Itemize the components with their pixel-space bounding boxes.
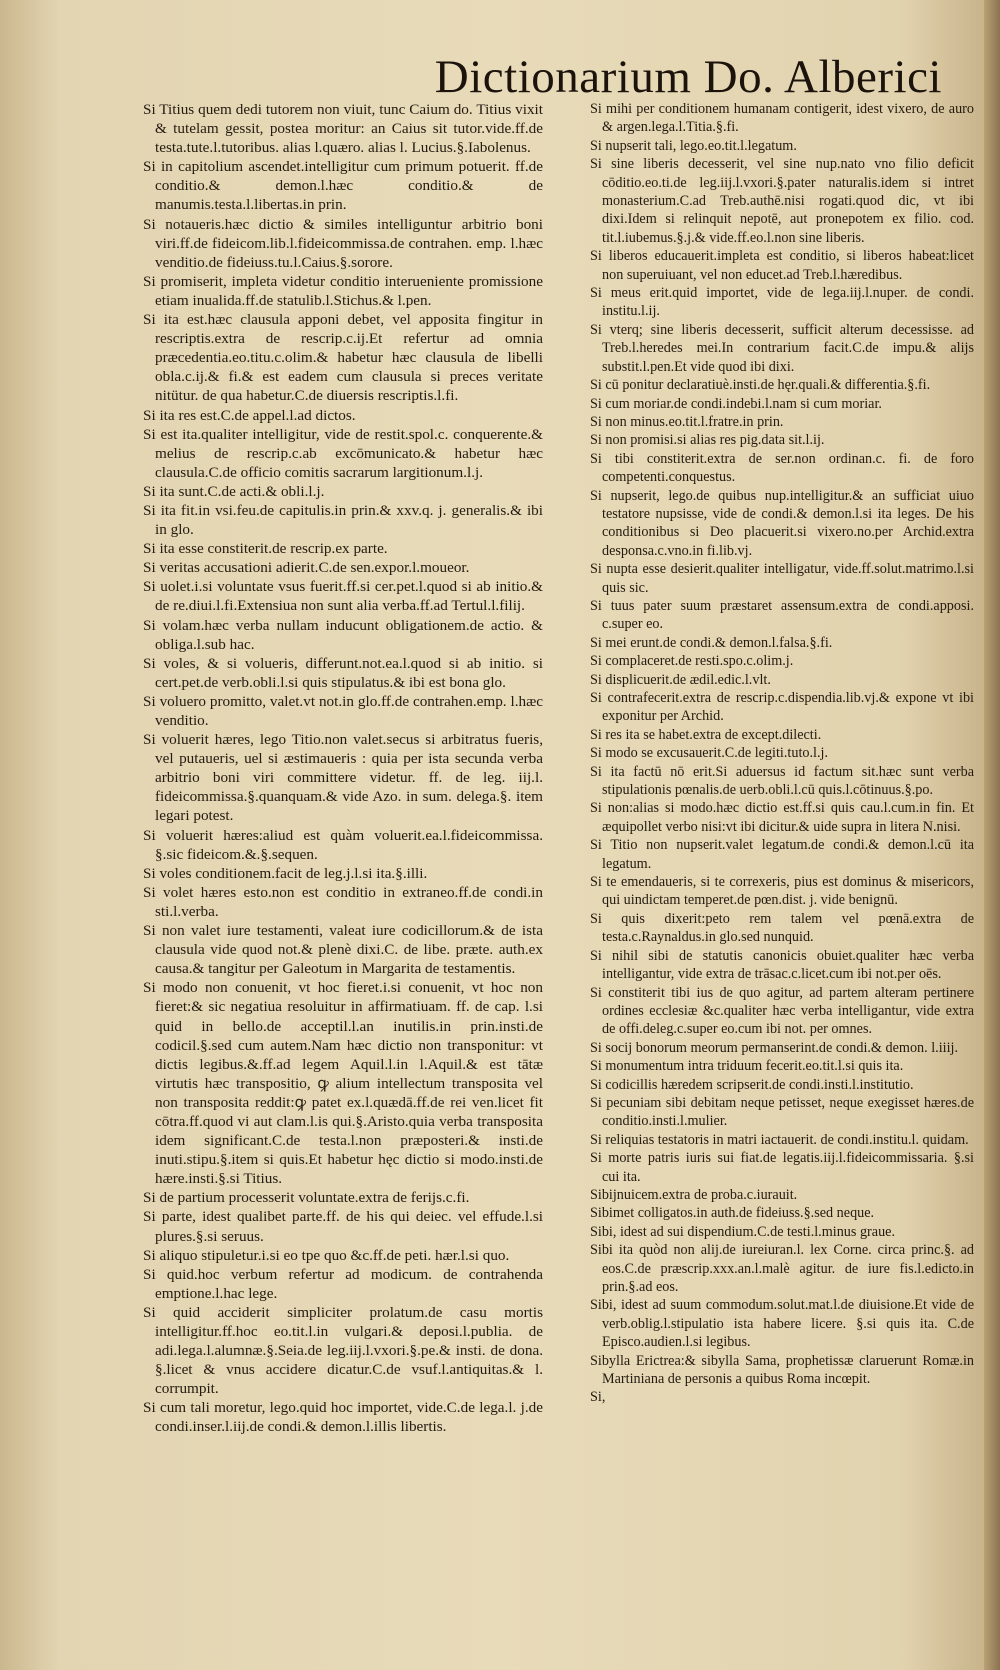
dictionary-entry: Si codicillis hæredem scripserit.de condi.insti.l.institutio. (590, 1076, 914, 1093)
dictionary-entry: Si ita fit.in vsi.feu.de capitulis.in prin.& xxv.q. j. generalis.& ibi in glo. (143, 501, 543, 539)
dictionary-entry: Si uolet.i.si voluntate vsus fuerit.ff.si cer.pet.l.quod si ab initio.& de re.diui.l.fi.Extensiua non sunt alia verba.ff.ad Tertul.l.filij. (143, 578, 543, 615)
dictionary-entry: Si voluerit hæres, lego Titio.non valet.secus si arbitratus fueris, vel putaueris, uel si æstimaueris : quia per ista secunda verba arbitrio boni viri committere videtur. ff. de leg. iij.l. fideicommissa.§.quanquam.& vide Azo. in sum. delega.§. item legari potest. (143, 731, 543, 825)
dictionary-entry: Sibi, idest ad sui dispendium.C.de testi.l.minus graue. (590, 1223, 896, 1240)
dictionary-entry: Si non:alias si modo.hæc dictio est.ff.si quis cau.l.cum.in fin. Et æquipollet verbo nisi:vt ibi dicitur.& uide supra in litera N.nisi. (590, 800, 974, 835)
dictionary-entry: Sibylla Erictrea:& sibylla Sama, prophetissæ claruerunt Romæ.in Martiniana de personis a quibus Roma incœpit. (590, 1352, 974, 1388)
dictionary-entry: Si Titio non nupserit.valet legatum.de condi.& demon.l.cū ita legatum. (590, 837, 974, 872)
dictionary-entry: Si cum moriar.de condi.indebi.l.nam si cum moriar. (590, 395, 882, 412)
dictionary-entry: Si vterq; sine liberis decesserit, sufficit alterum decessisse. ad Treb.l.heredes mei.In contrarium facit.C.de impu.& alijs substit.l.pen.Et vide quod ibi dixi. (590, 321, 974, 375)
dictionary-entry: Si pecuniam sibi debitam neque petisset, neque exegisset hæres.de conditio.insti.l.mulier. (590, 1094, 974, 1130)
dictionary-entry: Si quid acciderit simpliciter prolatum.de casu mortis intelligitur.ff.hoc eo.tit.l.in vulgari.& deposi.l.publia. de adi.lega.l.alumnæ.§.Seia.de leg.iij.l.vxori.§.pe.& insti. de dona. §.licet & vnus accidere dicatur.C.de vsuf.l.antiquitas.& l. corrumpit. (143, 1303, 543, 1398)
dictionary-entry: Si liberos educauerit.impleta est conditio, si liberos habeat:licet non superuiuant, vel non educet.ad Treb.l.hæredibus. (590, 248, 974, 283)
dictionary-entry: Sibi ita quòd non alij.de iureiuran.l. lex Corne. circa princ.§. ad eos.C.de præscrip.xxx.an.l.malè agitur. de iure fis.l.edicto.in prin.§.ad eos. (590, 1242, 974, 1295)
dictionary-entry: Si modo non conuenit, vt hoc fieret.i.si conuenit, vt hoc non fieret:& sic negatiua resoluitur in affirmatiuam. ff. de cap. l.si quid in bello.de acceptil.l.an inutilis.in prin.insti.de codicil.§.sed cum autem.Nam hæc dictio non transponitur: vt dictis legibus.&.ff.ad legem Aquil.l.in l.Aquil.& est tātæ virtutis hæc transpositio, ꝙ alium intellectum transposita vel non transposita reddit:ꝙ patet ex.l.quædā.ff.de rei ven.licet fit cōtra.ff.quod vi aut clam.l.is qui.§.Aristo.quia verba transposita idem significant.C.de testa.l.non præposteri.& insti.de inuti.stipu.§.item si quis.Et habetur hęc dictio si modo.insti.de hære.insti.§.si Titius. (143, 979, 543, 1188)
dictionary-entry: Si complaceret.de resti.spo.c.olim.j. (590, 653, 794, 670)
dictionary-entry: Si voluerit hæres:aliud est quàm voluerit.ea.l.fideicommissa. §.sic fideicom.&.§.sequen. (143, 826, 543, 863)
dictionary-entry: Sibijnuicem.extra de proba.c.iurauit. (590, 1186, 798, 1203)
dictionary-entry: Si voluero promitto, valet.vt not.in glo.ff.de contrahen.emp. l.hæc venditio. (143, 692, 543, 729)
dictionary-entry: Si nupserit tali, lego.eo.tit.l.legatum. (590, 137, 797, 154)
dictionary-entry: Si te emendaueris, si te correxeris, pius est dominus & misericors, qui uindictam temperet.de pœn.dist. j. vide benignū. (590, 874, 974, 909)
dictionary-entry: Si tibi constiterit.extra de ser.non ordinan.c. fi. de foro competenti.conquestus. (590, 450, 974, 486)
dictionary-entry: Si promiserit, impleta videtur conditio interueniente promissione etiam inualida.ff.de statulib.l.Stichus.& l.pen. (143, 272, 543, 309)
dictionary-entry: Si contrafecerit.extra de rescrip.c.dispendia.lib.vj.& expone vt ibi exponitur per Archid. (590, 690, 974, 725)
dictionary-entry: Si modo se excusauerit.C.de legiti.tuto.l.j. (590, 745, 829, 762)
dictionary-entry: Si Titius quem dedi tutorem non viuit, tunc Caium do. Titius vixit & tutelam gessit, postea moritur: an Caius sit tutor.vide.ff.de testa.tute.l.tutoribus. alias l.quæro. alias l. Lucius.§.Iabolenus. (143, 101, 543, 157)
running-header: Dictionarium Do. Alberici (434, 51, 942, 103)
dictionary-entry: Si sine liberis decesserit, vel sine nup.nato vno filio deficit cōditio.eo.ti.de leg.iij.l.vxori.§.pater naturalis.idem si intret monasterium.C.ad Treb.authē.nisi rogati.quod dic, vt ibi dixi.Idem si relinquit nepotē, aut pronepotem ex filio. cod. tit.l.iubemus.§.j.& vide.ff.eo.l.non sine liberis. (590, 156, 974, 246)
dictionary-entry: Si socij bonorum meorum permanserint.de condi.& demon. l.iiij. (590, 1039, 959, 1056)
dictionary-entry: Si, (590, 1389, 606, 1406)
dictionary-entry: Si quis dixerit:peto rem talem vel pœnā.extra de testa.c.Raynaldus.in glo.sed nunquid. (590, 910, 974, 946)
dictionary-entry: Si mei erunt.de condi.& demon.l.falsa.§.fi. (590, 634, 833, 651)
dictionary-entry: Si morte patris iuris sui fiat.de legatis.iij.l.fideicommissaria. §.si cui ita. (590, 1150, 974, 1185)
dictionary-entry: Si tuus pater suum præstaret assensum.extra de condi.apposi. c.super eo. (590, 597, 974, 633)
dictionary-entry: Si displicuerit.de ædil.edic.l.vlt. (590, 671, 771, 688)
dictionary-entry: Si voles, & si volueris, differunt.not.ea.l.quod si ab initio. si cert.pet.de verb.obli.l.si quis stipulatus.& ibi est bona glo. (143, 654, 543, 691)
dictionary-entry: Si cum tali moretur, lego.quid hoc importet, vide.C.de lega.l. j.de condi.inser.l.iij.de condi.& demon.l.illis libertis. (143, 1399, 543, 1436)
dictionary-entry: Si non promisi.si alias res pig.data sit.l.ij. (590, 432, 825, 449)
dictionary-entry: Si reliquias testatoris in matri iactauerit. de condi.institu.l. quidam. (590, 1131, 969, 1148)
dictionary-entry: Si notaueris.hæc dictio & similes intelliguntur arbitrio boni viri.ff.de fideicom.lib.l.fideicommissa.de contrahen. emp. l.hæc venditio.de fideiuss.tu.l.Caius.§.sorore. (143, 215, 543, 271)
dictionary-entry: Si constiterit tibi ius de quo agitur, ad partem alteram pertinere ordines ecclesiæ &c.qualiter hæc verba intelligantur, vide extra de offi.deleg.c.super eo.cum ibi not. per omnes. (590, 984, 974, 1038)
dictionary-entry: Si nihil sibi de statutis canonicis obuiet.qualiter hæc verba intelligantur, vide extra de trāsac.c.licet.cum ibi not.per oēs. (590, 947, 974, 983)
dictionary-entry: Si non valet iure testamenti, valeat iure codicillorum.& de ista clausula vide quod not.& plenè dixi.C. de libe. præte. auth.ex causa.& tangitur per Galeotum in Margarita de testamentis. (143, 922, 543, 978)
dictionary-entry: Si aliquo stipuletur.i.si eo tpe quo &c.ff.de peti. hær.l.si quo. (143, 1246, 510, 1264)
dictionary-entry: Si de partium processerit voluntate.extra de ferijs.c.fi. (143, 1189, 470, 1207)
dictionary-entry: Si parte, idest qualibet parte.ff. de his qui deiec. vel effude.l.si plures.§.si seruus. (143, 1208, 543, 1245)
dictionary-entry: Si nupserit, lego.de quibus nup.intelligitur.& an sufficiat uiuo testatore nupsisse, vide de condi.& demon.l.si ita leges. De his conditionibus si Deo placuerit.si vixero.no.per Archid.extra desponsa.c.vno.in fi.lib.vj. (590, 487, 974, 559)
dictionary-entry: Si quid.hoc verbum refertur ad modicum. de contrahenda emptione.l.hac lege. (143, 1265, 543, 1302)
dictionary-entry: Si voles conditionem.facit de leg.j.l.si ita.§.illi. (143, 864, 428, 882)
page-edge (984, 0, 1000, 1670)
dictionary-entry: Sibi, idest ad suum commodum.solut.mat.l.de diuisione.Et vide de verb.oblig.l.stipulatio ista habere licere. §.si quis ita. C.de Episco.audien.l.si legibus. (590, 1297, 974, 1351)
dictionary-entry: Si ita res est.C.de appel.l.ad dictos. (143, 406, 356, 424)
dictionary-entry: Si mihi per conditionem humanam contigerit, idest vixero, de auro & argen.lega.l.Titia.§.fi. (590, 101, 974, 136)
dictionary-entry: Si in capitolium ascendet.intelligitur cum primum potuerit. ff.de conditio.& demon.l.hæc conditio.& de manumis.testa.l.libertas.in prin. (143, 158, 543, 214)
dictionary-entry: Si veritas accusationi adierit.C.de sen.expor.l.moueor. (143, 559, 470, 577)
dictionary-entry: Si ita est.hæc clausula apponi debet, vel apposita fingitur in rescriptis.extra de rescrip.c.ij.Et refertur ad omnia præcedentia.eo.titu.c.olim.& habetur hæc clausula de libelli obla.c.ij.& fi.& est eadem cum clausula si preces veritate nitütur. de qua habetur.C.de diuersis rescriptis.l.fi. (143, 311, 543, 405)
dictionary-entry: Si monumentum intra triduum fecerit.eo.tit.l.si quis ita. (590, 1058, 904, 1075)
left-column (143, 100, 543, 1437)
dictionary-entry: Si volet hæres esto.non est conditio in extraneo.ff.de condi.in sti.l.verba. (143, 883, 543, 920)
dictionary-entry: Si ita sunt.C.de acti.& obli.l.j. (143, 482, 325, 500)
dictionary-entry: Si cū ponitur declaratiuè.insti.de hęr.quali.& differentia.§.fi. (590, 377, 931, 394)
dictionary-entry: Si meus erit.quid importet, vide de lega.iij.l.nuper. de condi. institu.l.ij. (590, 285, 974, 320)
dictionary-entry: Si res ita se habet.extra de except.dilecti. (590, 726, 822, 743)
right-column (590, 100, 974, 1407)
dictionary-entry: Si nupta esse desierit.qualiter intelligatur, vide.ff.solut.matrimo.l.si quis sic. (590, 561, 974, 596)
dictionary-entry: Si volam.hæc verba nullam inducunt obligationem.de actio. & obliga.l.sub hac. (143, 616, 543, 653)
dictionary-entry: Si ita factū nō erit.Si aduersus id factum sit.hæc sunt verba stipulationis pœnalis.de uerb.obli.l.cū quis.l.cōtinuus.§.po. (590, 763, 974, 799)
dictionary-entry: Si ita esse constiterit.de rescrip.ex parte. (143, 540, 388, 558)
dictionary-entry: Sibimet colligatos.in auth.de fideiuss.§.sed neque. (590, 1205, 875, 1222)
dictionary-entry: Si non minus.eo.tit.l.fratre.in prin. (590, 413, 784, 430)
dictionary-entry: Si est ita.qualiter intelligitur, vide de restit.spol.c. conquerente.& melius de rescrip.c.ab excōmunicato.& habetur hæc clausula.C.de officio comitis sacrarum largitionum.l.j. (143, 425, 543, 481)
